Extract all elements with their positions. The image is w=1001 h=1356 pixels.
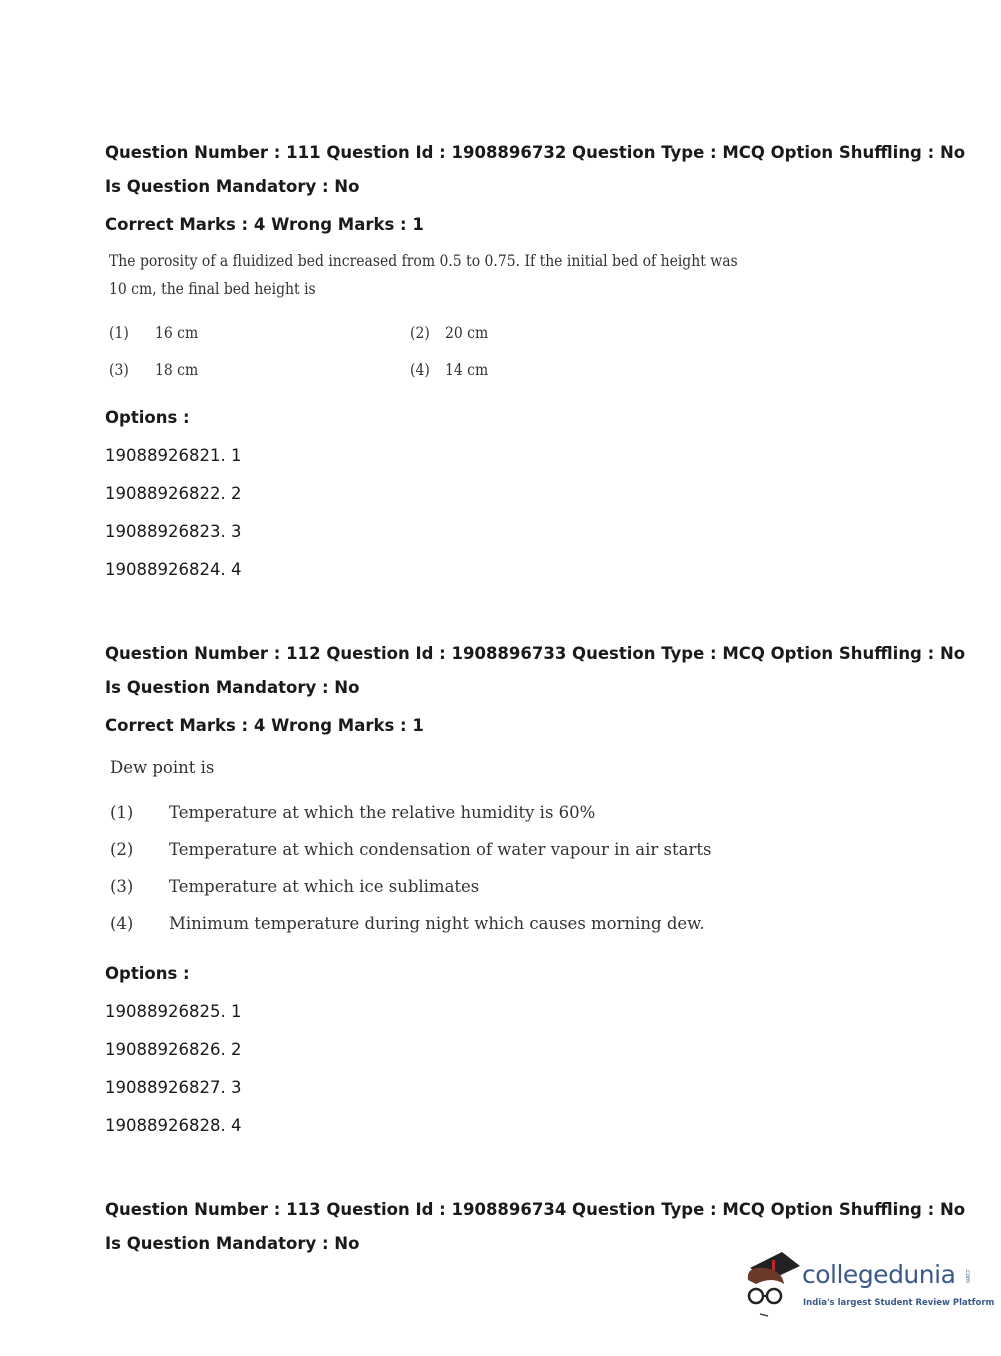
choice-text: Temperature at which condensation of water vapour in air starts [169,840,712,859]
question-text: Dew point is [110,758,215,777]
option-id: 19088926828. 4 [105,1116,242,1135]
options-label: Options : [105,408,190,427]
logo-name: collegedunia [802,1260,956,1289]
choice-text: Temperature at which the relative humidity is 60% [169,803,596,822]
collegedunia-logo [742,1250,995,1320]
choice-text: 14 cm [445,361,489,379]
choice-number: (3) [110,877,134,896]
options-label: Options : [105,964,190,983]
choice-number: (4) [410,361,430,379]
choice-text: 16 cm [155,324,199,342]
logo-tagline: India's largest Student Review Platform [803,1298,995,1308]
option-id: 19088926825. 1 [105,1002,242,1021]
choice-text: 18 cm [155,361,199,379]
option-id: 19088926821. 1 [105,446,242,465]
option-id: 19088926826. 2 [105,1040,242,1059]
choice-number: (1) [109,324,129,342]
choice-number: (3) [109,361,129,379]
choice-number: (4) [110,914,134,933]
choice-text: Temperature at which ice sublimates [169,877,480,896]
choice-number: (2) [410,324,430,342]
question-marks: Correct Marks : 4 Wrong Marks : 1 [105,215,424,234]
choice-number: (2) [110,840,134,859]
mascot-icon [742,1250,802,1320]
option-id: 19088926824. 4 [105,560,242,579]
question-text: The porosity of a fluidized bed increased from 0.5 to 0.75. If the initial bed of height was [109,252,738,270]
option-id: 19088926823. 3 [105,522,242,541]
option-id: 19088926822. 2 [105,484,242,503]
question-mandatory: Is Question Mandatory : No [105,177,360,196]
question-mandatory: Is Question Mandatory : No [105,1234,360,1253]
option-id: 19088926827. 3 [105,1078,242,1097]
question-header: Question Number : 113 Question Id : 1908896734 Question Type : MCQ Option Shuffling : No [105,1200,966,1219]
logo-suffix: .com [963,1268,971,1283]
question-header: Question Number : 111 Question Id : 1908896732 Question Type : MCQ Option Shuffling : No [105,143,966,162]
question-text: 10 cm, the final bed height is [109,280,316,298]
choice-text: Minimum temperature during night which causes morning dew. [169,914,705,933]
choice-text: 20 cm [445,324,489,342]
question-mandatory: Is Question Mandatory : No [105,678,360,697]
choice-number: (1) [110,803,134,822]
question-header: Question Number : 112 Question Id : 1908896733 Question Type : MCQ Option Shuffling : No [105,644,966,663]
question-marks: Correct Marks : 4 Wrong Marks : 1 [105,716,424,735]
